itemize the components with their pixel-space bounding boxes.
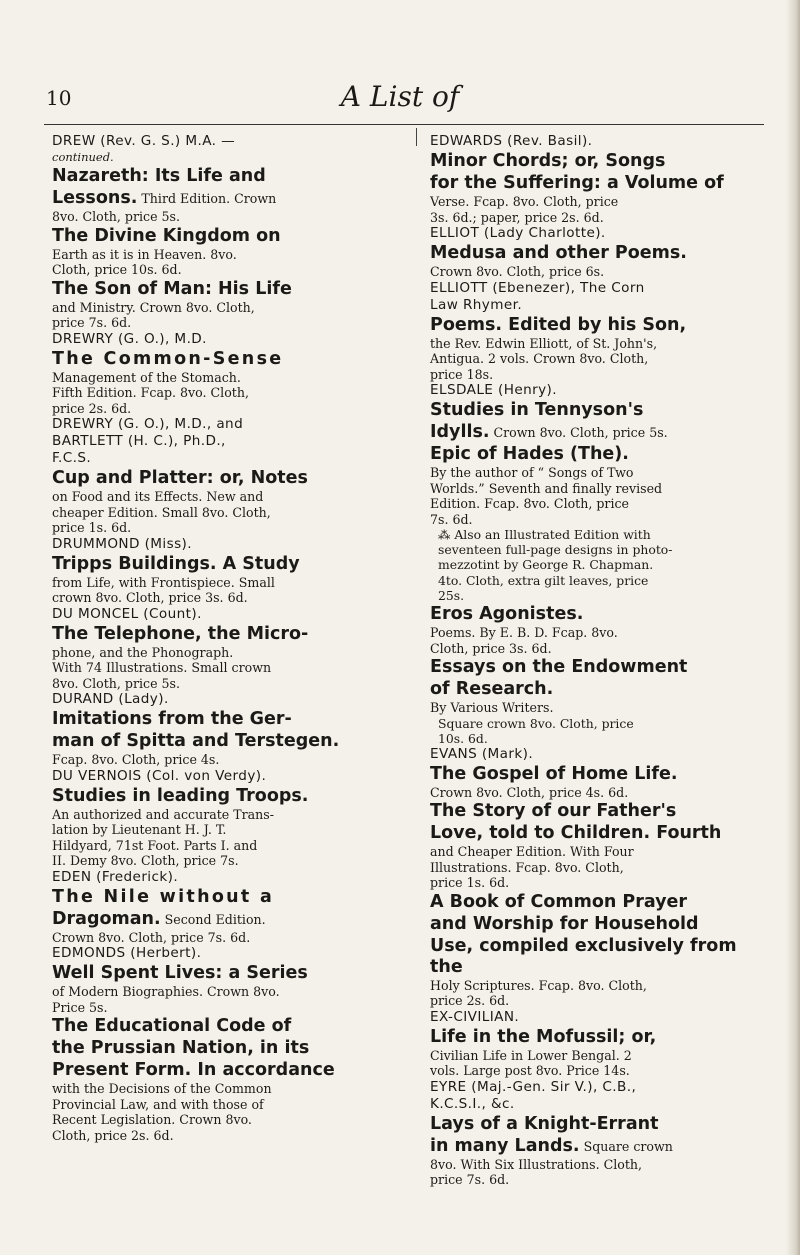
entry-description: [52, 1128, 382, 1144]
entry-description: [52, 401, 382, 417]
entry-author-text: DREW (Rev. G. S.) M.A. —: [52, 133, 236, 149]
entry-title: [430, 801, 760, 822]
entry-title-continuation-text: Dragoman.: [52, 908, 161, 929]
entry-description-text: Cloth, price 10s. 6d.: [52, 262, 182, 277]
entry-title-continuation: [52, 909, 382, 930]
entry-description: [52, 752, 382, 768]
entry-description: [430, 641, 760, 657]
entry-title-continuation: [430, 823, 760, 844]
entry-title-text: Medusa and other Poems.: [430, 243, 687, 263]
entry-author: [430, 225, 760, 242]
entry-description-text: Hildyard, 71st Foot. Parts I. and: [52, 837, 258, 853]
running-title: A List of: [340, 80, 460, 113]
entry-description-text: Fcap. 8vo. Cloth, price 4s.: [52, 752, 220, 767]
entry-author: [52, 331, 382, 348]
entry-title: [430, 400, 760, 421]
entry-title-text: Nazareth: Its Life and: [52, 166, 266, 186]
entry-description-text: Management of the Stomach.: [52, 369, 241, 385]
entry-author: [52, 768, 382, 785]
entry-author: [52, 691, 382, 708]
entry-note: [430, 573, 760, 588]
entry-title: [430, 657, 760, 678]
entry-title: [52, 166, 382, 187]
entry-description: [52, 853, 382, 869]
entry-title: [430, 764, 760, 785]
entry-description-text: Cloth, price 2s. 6d.: [52, 1127, 174, 1143]
entry-author: [430, 133, 760, 150]
entry-description: [52, 1000, 382, 1016]
entry-author-text: DURAND (Lady).: [52, 691, 169, 707]
entry-title-text: Poems. Edited by his Son,: [430, 314, 687, 335]
entry-inline-description: Crown 8vo. Cloth, price 5s.: [489, 425, 668, 440]
entry-author: [430, 382, 760, 399]
entry-description-text: Crown 8vo. Cloth, price 7s. 6d.: [52, 929, 251, 945]
entry-author-text: EYRE (Maj.-Gen. Sir V.), C.B.,: [430, 1078, 637, 1095]
entry-title: [430, 444, 760, 465]
entry-description: [430, 875, 760, 891]
entry-title: [52, 554, 382, 575]
entry-description-text: lation by Lieutenant H. J. T.: [52, 822, 227, 837]
entry-author: [430, 1009, 760, 1026]
entry-description: [430, 481, 760, 497]
entry-description-text: Crown 8vo. Cloth, price 6s.: [430, 264, 605, 279]
entry-title-text: Studies in leading Troops.: [52, 785, 309, 806]
entry-description: [52, 1081, 382, 1097]
entry-title-text: The Nile without a: [52, 886, 275, 907]
entry-author-text: DU MONCEL (Count).: [52, 605, 202, 622]
entry-author: [52, 450, 382, 467]
entry-title-text: Essays on the Endowment: [430, 657, 688, 678]
entry-author: [430, 280, 760, 297]
entry-title-text: The Story of our Father's: [430, 801, 677, 822]
entry-description: [52, 385, 382, 401]
entry-description-text: Poems. By E. B. D. Fcap. 8vo.: [430, 625, 618, 641]
entry-title-text: Minor Chords; or, Songs: [430, 151, 666, 171]
entry-description-text: Verse. Fcap. 8vo. Cloth, price: [430, 194, 619, 209]
entry-note: [430, 527, 760, 542]
entry-title-continuation-text: Love, told to Children. Fourth: [430, 823, 722, 844]
entry-author: [430, 1096, 760, 1113]
entry-description-text: By Various Writers.: [430, 700, 554, 716]
entry-description-text: and Cheaper Edition. With Four: [430, 844, 634, 860]
entry-description-text: crown 8vo. Cloth, price 3s. 6d.: [52, 590, 248, 605]
entry-title: [52, 786, 382, 807]
entry-title-text: Well Spent Lives: a Series: [52, 963, 308, 983]
entry-description-text: price 1s. 6d.: [430, 875, 510, 891]
entry-description: [430, 465, 760, 481]
entry-title-text: The Common-Sense: [52, 348, 284, 369]
entry-title: [52, 963, 382, 984]
entry-author-text: DRUMMOND (Miss).: [52, 535, 192, 552]
entry-description-text: price 2s. 6d.: [52, 400, 132, 416]
entry-title-text: The Gospel of Home Life.: [430, 763, 678, 784]
entry-description-text: Illustrations. Fcap. 8vo. Cloth,: [430, 859, 624, 875]
entry-title-text: The Telephone, the Micro-: [52, 623, 309, 644]
entry-description-text: price 7s. 6d.: [430, 1172, 510, 1188]
entry-description: [430, 512, 760, 528]
entry-description-text: An authorized and accurate Trans-: [52, 806, 274, 822]
column-divider: [416, 128, 417, 146]
entry-description-text: phone, and the Phonograph.: [52, 644, 234, 660]
entry-title: [52, 188, 382, 209]
entry-description: [52, 590, 382, 606]
entry-description: [430, 336, 760, 352]
entry-description: [430, 844, 760, 860]
entry-title-continuation-text: man of Spitta and Terstegen.: [52, 731, 340, 751]
entry-description-text: the Rev. Edwin Elliott, of St. John's,: [430, 335, 658, 351]
entry-inline-description: Second Edition.: [160, 911, 266, 927]
entry-author: [52, 606, 382, 623]
entry-author: [430, 1079, 760, 1096]
entry-title-text: Studies in Tennyson's: [430, 400, 644, 420]
entry-description: [430, 194, 760, 210]
entry-title-continuation: [430, 173, 760, 194]
entry-title-text: The Son of Man: His Life: [52, 278, 292, 299]
entry-note: [430, 716, 760, 731]
entry-title-continuation: [52, 731, 382, 752]
entry-note-text: 4to. Cloth, extra gilt leaves, price: [438, 572, 649, 588]
entry-author-text: ELLIOT (Lady Charlotte).: [430, 225, 606, 241]
entry-title-continuation: [52, 1038, 382, 1059]
entry-title-continuation-text: Use, compiled exclusively from the: [430, 935, 737, 977]
entry-title: [52, 226, 382, 247]
entry-description-text: price 18s.: [430, 366, 494, 382]
entry-description: [52, 838, 382, 854]
entry-author: [52, 416, 382, 433]
entry-description: [52, 676, 382, 692]
entry-title: [52, 887, 382, 908]
entry-author-text: K.C.S.I., &c.: [430, 1095, 515, 1112]
entry-title-text: Life in the Mofussil; or,: [430, 1026, 657, 1047]
entry-description-text: Worlds.” Seventh and finally revised: [430, 480, 663, 496]
entry-description-text: price 7s. 6d.: [52, 315, 132, 330]
entry-title: [430, 1114, 760, 1135]
entry-description-text: 8vo. With Six Illustrations. Cloth,: [430, 1156, 643, 1172]
entry-author: [430, 297, 760, 314]
entry-author-text: EDEN (Frederick).: [52, 868, 179, 885]
entry-author-text: F.C.S.: [52, 450, 92, 466]
entry-title-text: The Divine Kingdom on: [52, 225, 281, 246]
entry-title: [52, 468, 382, 489]
entry-description-text: By the author of “ Songs of Two: [430, 465, 634, 480]
entry-title-text: Cup and Platter: or, Notes: [52, 468, 308, 488]
entry-description: [52, 930, 382, 946]
entry-description: [52, 370, 382, 386]
entry-description: [52, 505, 382, 521]
entry-description: [52, 660, 382, 676]
entry-note-text: ⁂ Also an Illustrated Edition with: [438, 527, 651, 542]
entry-author-text: BARTLETT (H. C.), Ph.D.,: [52, 433, 226, 449]
entry-note-text: Square crown 8vo. Cloth, price: [438, 715, 634, 731]
entry-description: [52, 1097, 382, 1113]
entry-description-text: Cloth, price 3s. 6d.: [430, 640, 552, 656]
entry-title-text: Imitations from the Ger-: [52, 709, 292, 729]
entry-author: [52, 433, 382, 450]
entry-title-text: Lays of a Knight-Errant: [430, 1113, 659, 1134]
entry-title-text: The Educational Code of: [52, 1016, 292, 1036]
page-edge-shadow: [786, 0, 800, 1255]
entry-note: [430, 542, 760, 557]
entry-title: [430, 892, 760, 913]
entry-title: [52, 349, 382, 370]
entry-description-text: Holy Scriptures. Fcap. 8vo. Cloth,: [430, 977, 647, 993]
entry-inline-description: Square crown: [579, 1138, 673, 1154]
entry-description-text: Crown 8vo. Cloth, price 4s. 6d.: [430, 784, 629, 800]
entry-note-text: seventeen full-page designs in photo-: [438, 542, 673, 558]
entry-note: [430, 731, 760, 746]
entry-description: [430, 210, 760, 226]
entry-title-continuation-text: in many Lands.: [430, 1135, 580, 1156]
entry-description-text: Recent Legislation. Crown 8vo.: [52, 1112, 252, 1127]
entry-title-text: Lessons.: [52, 188, 138, 208]
entry-description: [52, 645, 382, 661]
entry-author-text: DU VERNOIS (Col. von Verdy).: [52, 767, 267, 784]
entry-title: [430, 151, 760, 172]
entry-description-text: Edition. Fcap. 8vo. Cloth, price: [430, 496, 629, 511]
entry-description: [52, 300, 382, 316]
entry-title-continuation-text: and Worship for Household: [430, 913, 699, 934]
entry-description: [430, 1157, 760, 1173]
entry-description-text: Provincial Law, and with those of: [52, 1096, 264, 1112]
entry-description: [52, 262, 382, 278]
entry-author-text: EVANS (Mark).: [430, 745, 534, 762]
entry-description-text: Price 5s.: [52, 999, 108, 1015]
entry-description-text: With 74 Illustrations. Small crown: [52, 660, 272, 675]
entry-author: [430, 746, 760, 763]
entry-description-text: and Ministry. Crown 8vo. Cloth,: [52, 299, 255, 315]
entry-title: [52, 709, 382, 730]
entry-description-text: 7s. 6d.: [430, 511, 473, 527]
entry-description-text: cheaper Edition. Small 8vo. Cloth,: [52, 504, 271, 520]
header-rule: [44, 124, 764, 125]
entry-title: [52, 624, 382, 645]
entry-description-text: of Modern Biographies. Crown 8vo.: [52, 984, 280, 999]
entry-description: [52, 489, 382, 505]
entry-description: [430, 1172, 760, 1188]
entry-author-text: DREWRY (G. O.), M.D.: [52, 330, 207, 347]
entry-description-text: on Food and its Effects. New and: [52, 489, 264, 504]
entry-description-text: price 2s. 6d.: [430, 993, 510, 1009]
entry-description-text: 8vo. Cloth, price 5s.: [52, 209, 181, 224]
entry-note: [430, 557, 760, 572]
entry-description: [52, 209, 382, 225]
entry-title-text: Tripps Buildings. A Study: [52, 553, 300, 574]
entry-author-text: DREWRY (G. O.), M.D., and: [52, 416, 244, 432]
entry-description: [52, 984, 382, 1000]
entry-description: [430, 1063, 760, 1079]
continued-label-text: continued.: [52, 150, 114, 164]
entry-description: [52, 1112, 382, 1128]
entry-author-text: Law Rhymer.: [430, 296, 523, 313]
entry-description-text: with the Decisions of the Common: [52, 1081, 272, 1096]
entry-title: [430, 604, 760, 625]
entry-description: [430, 496, 760, 512]
entry-description-text: Civilian Life in Lower Bengal. 2: [430, 1047, 632, 1063]
entry-description: [52, 822, 382, 838]
entry-description-text: from Life, with Frontispiece. Small: [52, 574, 275, 590]
entry-author-text: EX-CIVILIAN.: [430, 1008, 520, 1025]
entry-note-text: 10s. 6d.: [438, 730, 488, 746]
entry-description-text: 3s. 6d.; paper, price 2s. 6d.: [430, 209, 604, 225]
entry-description-text: II. Demy 8vo. Cloth, price 7s.: [52, 853, 239, 868]
entry-title: [430, 243, 760, 264]
entry-description-text: 8vo. Cloth, price 5s.: [52, 675, 181, 691]
entry-title: [52, 279, 382, 300]
entry-description: [430, 860, 760, 876]
entry-note: [430, 588, 760, 603]
entry-description: [430, 351, 760, 367]
page-number: 10: [46, 86, 72, 110]
entry-title-continuation-text: for the Suffering: a Volume of: [430, 173, 724, 193]
entry-description: [430, 1048, 760, 1064]
entry-description-text: price 1s. 6d.: [52, 520, 132, 535]
entry-description: [430, 700, 760, 716]
entry-title-text: Eros Agonistes.: [430, 604, 584, 625]
entry-title-text: Epic of Hades (The).: [430, 444, 629, 464]
entry-description: [430, 978, 760, 994]
entry-title-continuation: [430, 422, 760, 443]
entry-note-text: mezzotint by George R. Chapman.: [438, 557, 654, 573]
entry-author-text: EDWARDS (Rev. Basil).: [430, 133, 593, 149]
entry-description: [430, 367, 760, 383]
left-column: [52, 133, 382, 1143]
entry-description: [52, 807, 382, 823]
continued-label: [52, 150, 382, 165]
entry-note-text: 25s.: [438, 587, 465, 603]
entry-title: [52, 1016, 382, 1037]
entry-title-continuation: [430, 936, 760, 978]
entry-author: [52, 536, 382, 553]
entry-description: [52, 575, 382, 591]
entry-author: [52, 133, 382, 150]
entry-title-continuation: [52, 1060, 382, 1081]
entry-author-text: ELLIOTT (Ebenezer), The Corn: [430, 279, 645, 296]
entry-description: [52, 520, 382, 536]
entry-description-text: Earth as it is in Heaven. 8vo.: [52, 246, 237, 262]
entry-author-text: ELSDALE (Henry).: [430, 382, 557, 398]
entry-title-continuation-text: Idylls.: [430, 422, 490, 442]
entry-description: [430, 625, 760, 641]
entry-author-text: EDMONDS (Herbert).: [52, 945, 202, 961]
entry-title-continuation-text: of Research.: [430, 679, 554, 700]
entry-description: [430, 264, 760, 280]
entry-title-continuation-text: the Prussian Nation, in its: [52, 1038, 310, 1058]
entry-title-continuation: [430, 679, 760, 700]
entry-author: [52, 869, 382, 886]
entry-inline-description: Third Edition. Crown: [137, 191, 277, 206]
entry-description: [430, 993, 760, 1009]
entry-title: [430, 315, 760, 336]
entry-author: [52, 945, 382, 962]
entry-title-text: A Book of Common Prayer: [430, 891, 688, 912]
entry-title: [430, 1027, 760, 1048]
entry-description-text: Fifth Edition. Fcap. 8vo. Cloth,: [52, 385, 249, 400]
entry-description: [52, 315, 382, 331]
entry-title-continuation: [430, 1136, 760, 1157]
entry-title-continuation: [430, 914, 760, 935]
right-column: [430, 133, 760, 1188]
entry-description: [430, 785, 760, 801]
entry-description-text: Antigua. 2 vols. Crown 8vo. Cloth,: [430, 351, 649, 366]
entry-description-text: vols. Large post 8vo. Price 14s.: [430, 1063, 630, 1079]
entry-title-continuation-text: Present Form. In accordance: [52, 1060, 335, 1080]
entry-description: [52, 247, 382, 263]
